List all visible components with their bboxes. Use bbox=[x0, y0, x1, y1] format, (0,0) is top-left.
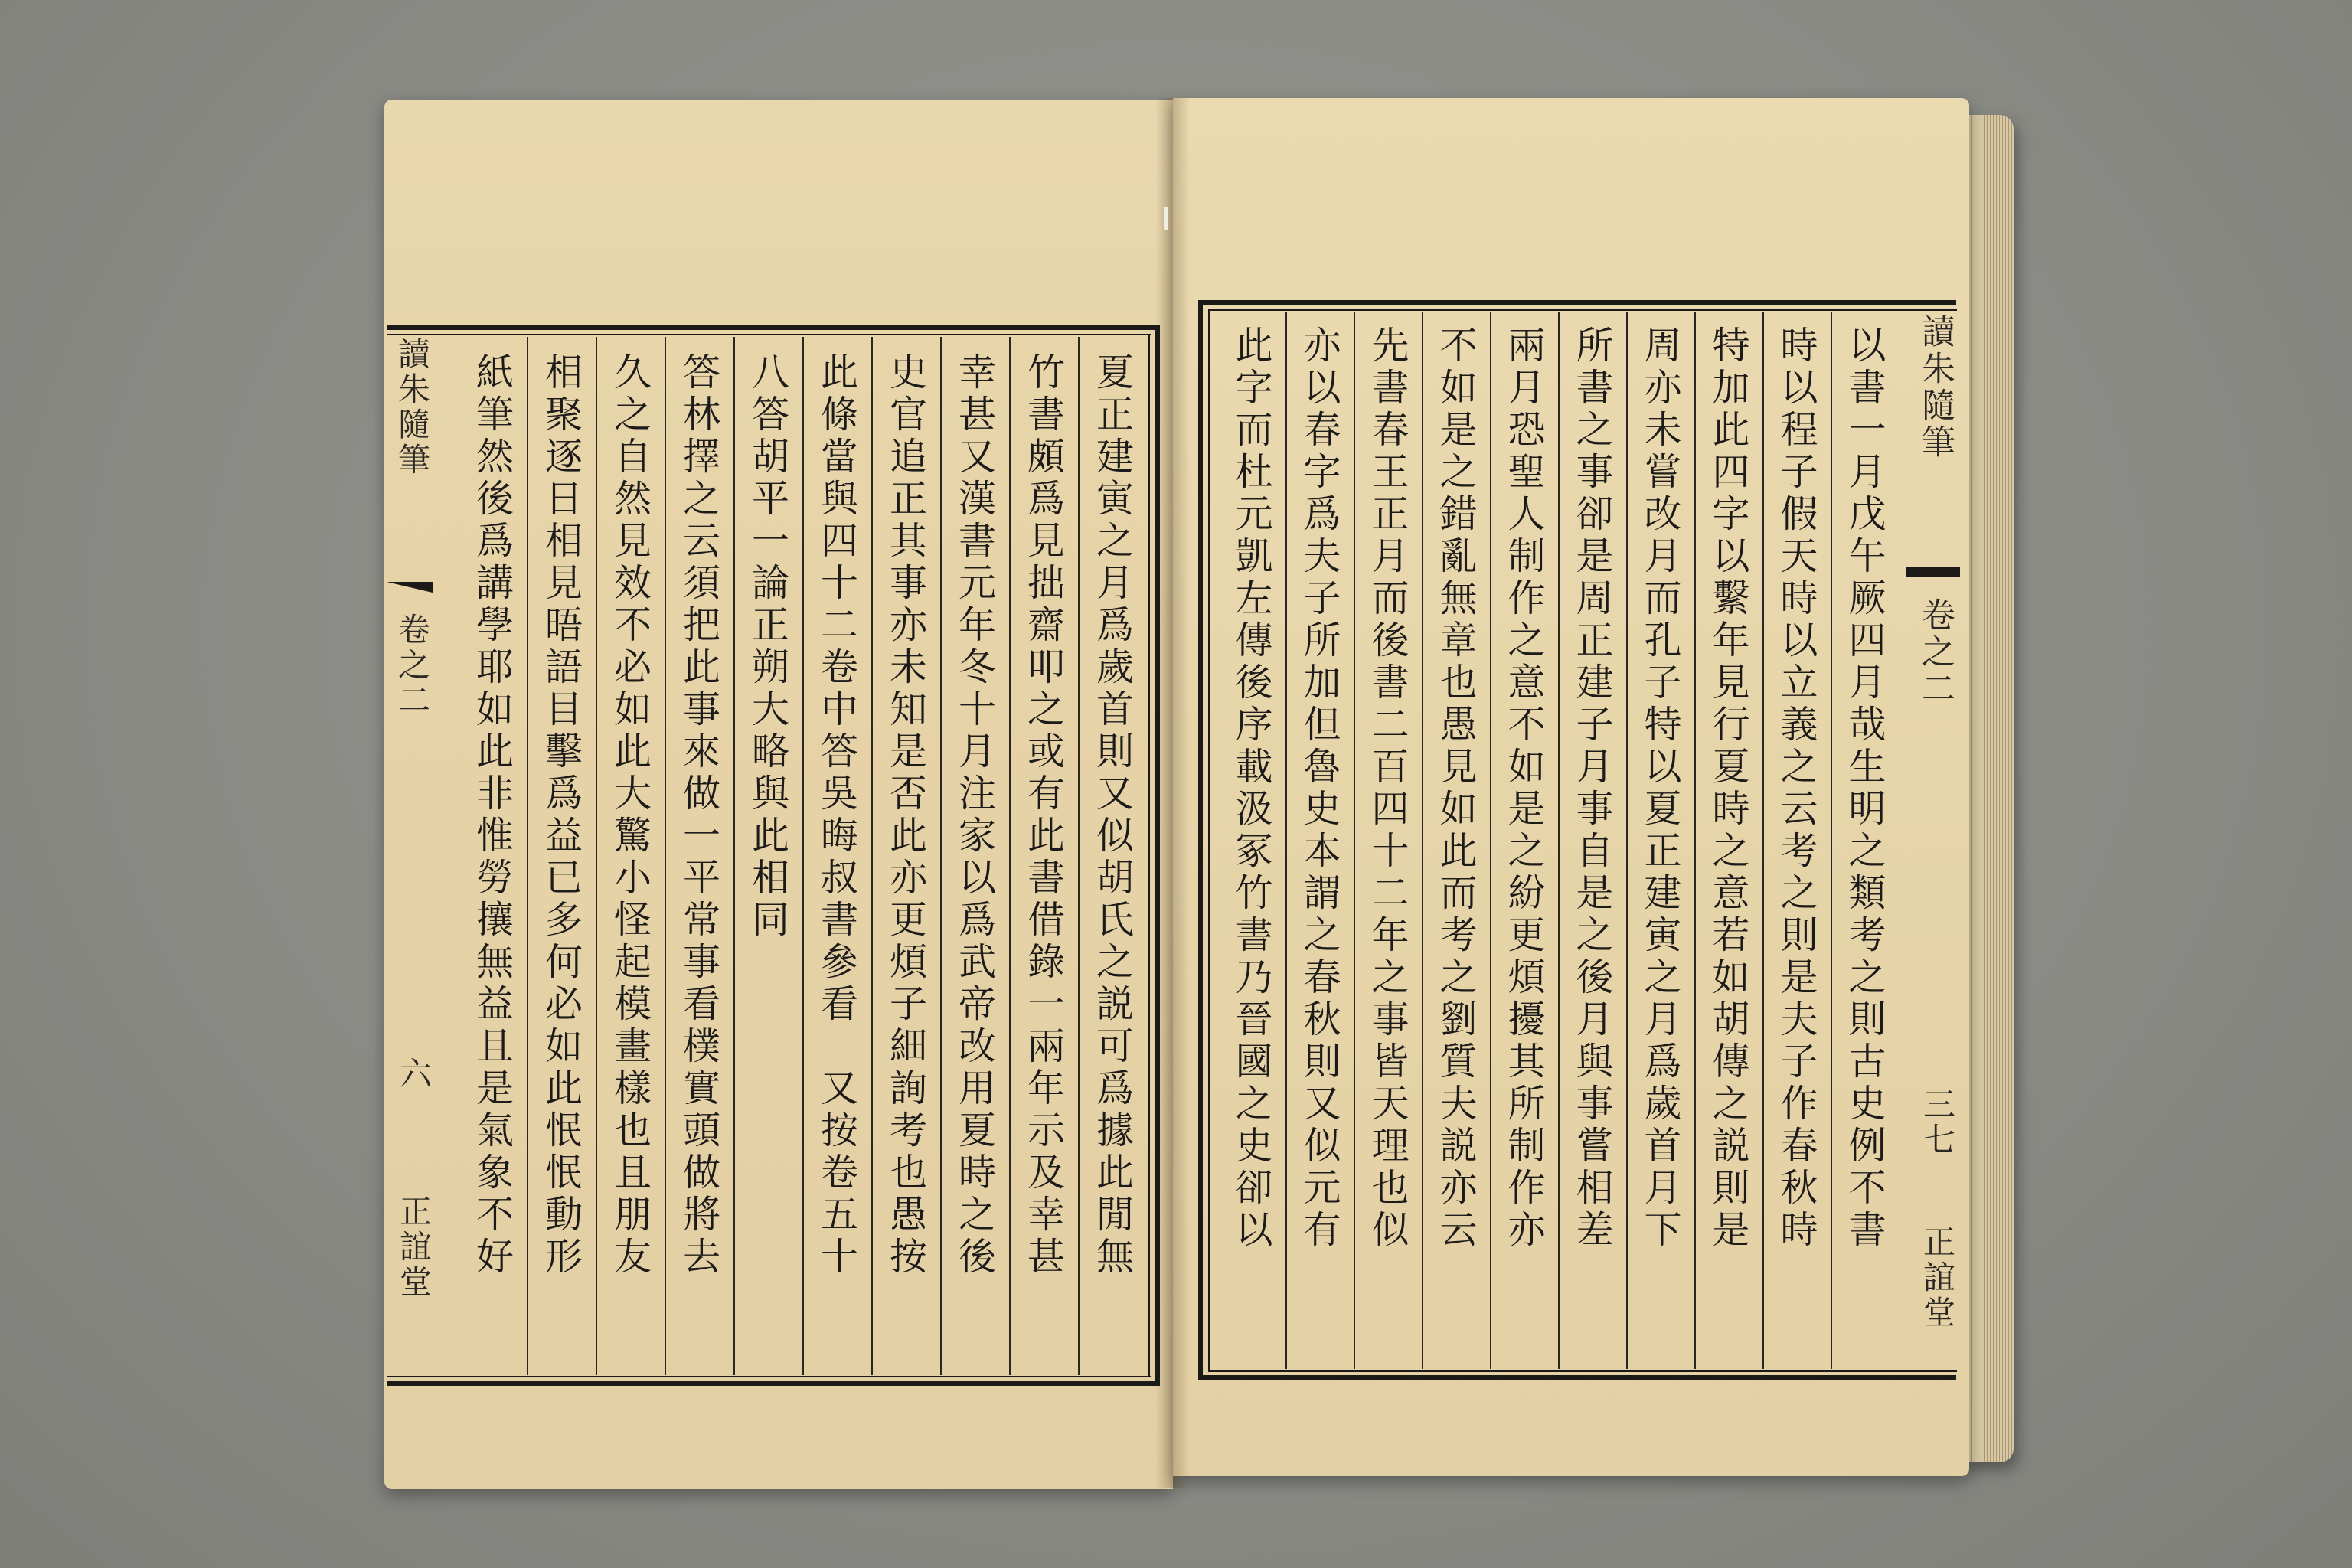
binding-thread bbox=[1164, 207, 1168, 230]
right-text-column: 特加此四字以繫年見行夏時之意若如胡傳之説則是 bbox=[1707, 325, 1750, 1252]
left-inner-top-rule bbox=[387, 334, 1151, 335]
left-text-column: 此條當與四十二卷中答吳晦叔書參看 又按卷五十 bbox=[815, 352, 859, 1279]
column-rule bbox=[1558, 312, 1560, 1369]
right-text-column: 兩月恐聖人制作之意不如是之紛更煩擾其所制作亦 bbox=[1502, 325, 1546, 1252]
right-text-column: 先書春王正月而後書二百四十二年之事皆天理也似 bbox=[1366, 325, 1410, 1252]
right-margin-page: 三七 bbox=[1919, 1087, 1956, 1158]
column-rule bbox=[1422, 312, 1423, 1369]
column-rule bbox=[1694, 312, 1696, 1369]
right-inner-bottom-rule bbox=[1208, 1370, 1957, 1372]
left-margin-title: 讀朱隨筆 bbox=[394, 337, 431, 478]
right-fishtail-mark bbox=[1906, 567, 1960, 577]
right-text-column: 此字而杜元凱左傳後序載汲冢竹書乃晉國之史卻以 bbox=[1230, 325, 1273, 1252]
left-inner-bottom-rule bbox=[387, 1376, 1151, 1377]
right-text-column: 周亦未嘗改月而孔子特以夏正建寅之月爲歲首月下 bbox=[1638, 325, 1682, 1252]
column-rule bbox=[1354, 312, 1355, 1369]
column-rule bbox=[1831, 312, 1832, 1369]
left-margin-volume: 卷之二 bbox=[394, 612, 431, 718]
left-text-column: 竹書頗爲見拙齋叩之或有此書借錄一兩年示及幸甚 bbox=[1021, 352, 1066, 1279]
left-text-column: 夏正建寅之月爲歲首則又似胡氏之説可爲據此閒無 bbox=[1090, 352, 1135, 1279]
right-text-column: 不如是之錯亂無章也愚見如此而考之劉質夫説亦云 bbox=[1434, 325, 1478, 1252]
column-rule bbox=[1285, 312, 1287, 1369]
right-text-column: 所書之事卻是周正建子月事自是之後月與事嘗相差 bbox=[1570, 325, 1614, 1252]
right-inner-top-rule bbox=[1208, 309, 1957, 311]
left-text-column: 久之自然見效不必如此大驚小怪起模畫樣也且朋友 bbox=[608, 352, 652, 1279]
right-text-column: 時以程子假天時以立義之云考之則是夫子作春秋時 bbox=[1775, 325, 1818, 1252]
column-rule bbox=[1078, 337, 1080, 1375]
left-inner-right-rule bbox=[1148, 334, 1150, 1377]
column-rule bbox=[733, 337, 735, 1375]
right-inner-left-rule bbox=[1208, 309, 1210, 1370]
column-rule bbox=[1490, 312, 1491, 1369]
left-margin-publisher: 正誼堂 bbox=[395, 1194, 433, 1300]
column-rule bbox=[802, 337, 804, 1375]
right-margin-publisher: 正誼堂 bbox=[1919, 1225, 1956, 1331]
book-gutter bbox=[1156, 98, 1190, 1488]
left-text-column: 幸甚又漢書元年冬十月注家以爲武帝改用夏時之後 bbox=[952, 352, 997, 1279]
left-text-column: 八答胡平一論正朔大略與此相同 bbox=[746, 352, 790, 942]
column-rule bbox=[940, 337, 942, 1375]
column-rule bbox=[527, 337, 528, 1375]
column-rule bbox=[1762, 312, 1764, 1369]
right-margin-title: 讀朱隨筆 bbox=[1916, 314, 1955, 461]
right-margin-volume: 卷之二 bbox=[1916, 597, 1955, 707]
column-rule bbox=[1626, 312, 1628, 1369]
right-text-column: 以書一月戊午厥四月哉生明之類考之則古史例不書 bbox=[1843, 325, 1886, 1252]
left-margin-page: 六 bbox=[395, 1057, 433, 1092]
left-text-column: 紙筆然後爲講學耶如此非惟勞攘無益且是氣象不好 bbox=[470, 352, 514, 1279]
column-rule bbox=[596, 337, 597, 1375]
left-text-column: 相聚逐日相見晤語目擊爲益已多何必如此怋怋動形 bbox=[539, 352, 583, 1279]
column-rule bbox=[871, 337, 873, 1375]
column-rule bbox=[665, 337, 666, 1375]
right-text-column: 亦以春字爲夫子所加但魯史本謂之春秋則又似元有 bbox=[1298, 325, 1341, 1252]
left-text-column: 答林擇之云須把此事來做一平常事看樸實頭做將去 bbox=[677, 352, 721, 1279]
left-text-column: 史官追正其事亦未知是否此亦更煩子細詢考也愚按 bbox=[884, 352, 928, 1279]
column-rule bbox=[1009, 337, 1011, 1375]
